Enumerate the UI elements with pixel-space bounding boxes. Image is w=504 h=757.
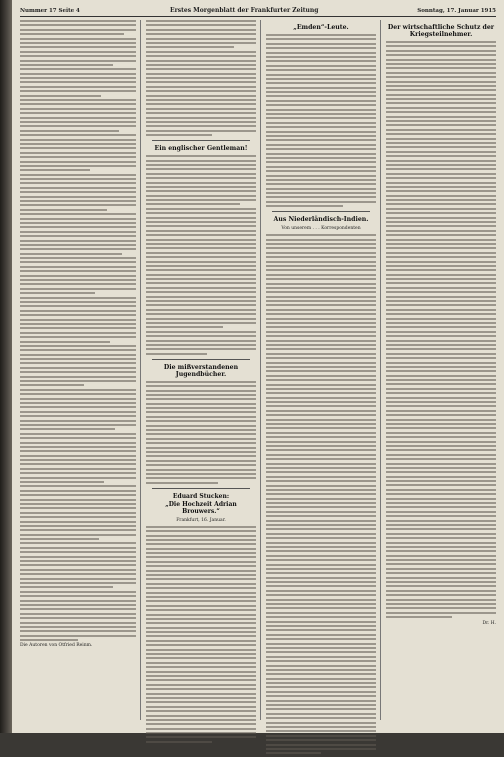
- article-byline-niederlaendisch: Von unserem . . . Korrespondenten: [281, 226, 361, 232]
- article-subtitle-stucken: „Die Hochzeit Adrian Brouwers.“: [165, 500, 237, 515]
- column-4: [386, 20, 496, 628]
- article-title-gentleman: Ein englischer Gentleman!: [154, 145, 248, 153]
- header-masthead: Erstes Morgenblatt der Frankfurter Zeitung: [170, 7, 319, 14]
- article-body-niederlaendisch: [266, 234, 376, 754]
- section-rule: [272, 211, 370, 212]
- column-3: [266, 20, 376, 757]
- newspaper-page: [12, 0, 504, 733]
- column-1-footer-note: Die Autoren von Otfried Reinm.: [20, 643, 93, 649]
- section-rule: [152, 359, 250, 360]
- section-rule: [152, 488, 250, 489]
- article-body-stucken: [146, 526, 256, 743]
- article-body-jugendbuecher: [146, 381, 256, 484]
- header-rule: [20, 16, 496, 17]
- section-rule: [152, 140, 250, 141]
- header-date: Sonntag, 17. Januar 1915: [417, 8, 496, 14]
- column-2: [146, 20, 256, 745]
- article-dateline-stucken: Frankfurt, 16. Januar.: [176, 517, 226, 523]
- column-1: [20, 20, 136, 650]
- column-2-top-text: [146, 20, 256, 136]
- article-title-emden: „Emden“-Leute.: [293, 24, 349, 31]
- column-divider-1: [140, 20, 141, 720]
- header-issue-page: Nummer 17 Seite 4: [20, 8, 80, 14]
- article-body-gentleman: [146, 155, 256, 355]
- column-divider-3: [380, 20, 381, 720]
- column-4-signature: Dr. H.: [482, 620, 496, 626]
- binding-edge: [0, 0, 12, 733]
- article-title-stucken: Eduard Stucken:: [172, 492, 230, 500]
- article-title-kriegsteilnehmer: Der wirtschaftliche Schutz der Kriegsteilnehmer.: [387, 24, 495, 38]
- article-body-kriegsteilnehmer: [386, 41, 496, 618]
- article-body-emden: [266, 34, 376, 207]
- article-title-niederlaendisch: Aus Niederländisch-Indien.: [273, 216, 369, 224]
- column-1-body-text: [20, 20, 136, 641]
- column-divider-2: [260, 20, 261, 720]
- article-title-jugendbuecher: Die mißverstandenen Jugendbücher.: [163, 363, 239, 378]
